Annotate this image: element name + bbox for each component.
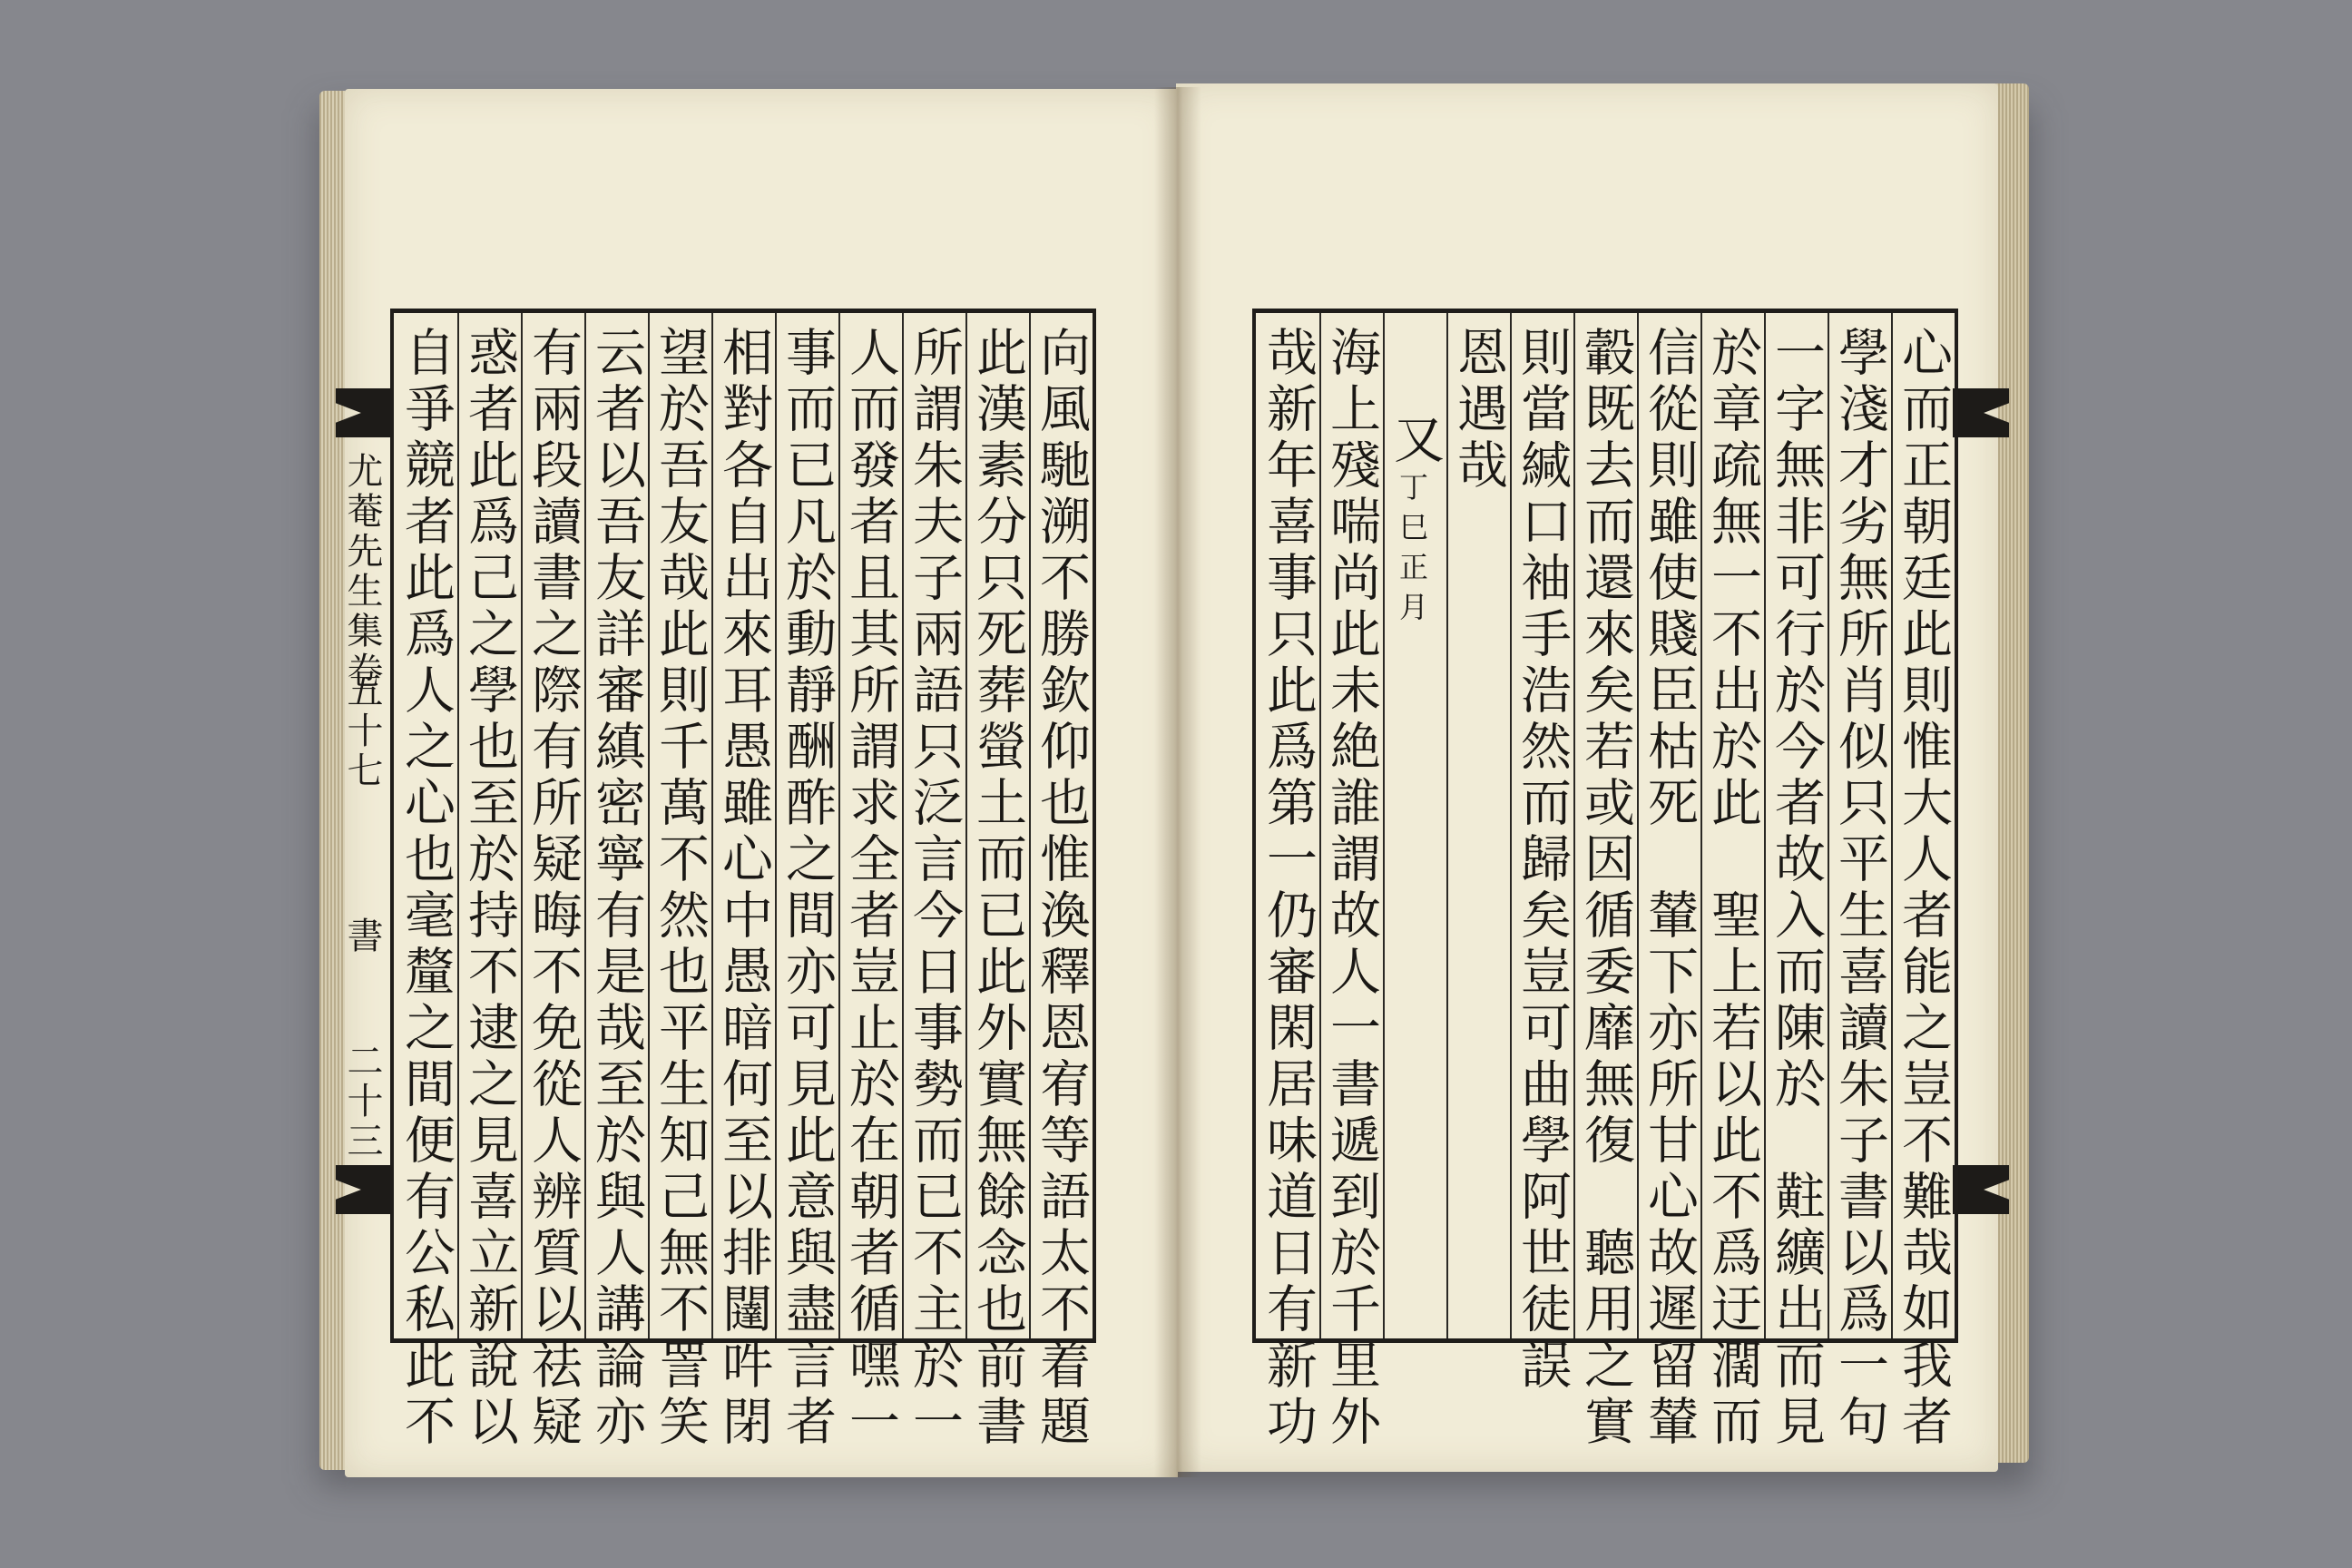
letter-column-1: 海上殘喘尚此未絶誰謂故人一書遞到於千里外	[1322, 326, 1381, 1451]
left-column-1: 向風馳溯不勝欽仰也惟渙釋恩宥等語太不着題	[1032, 326, 1091, 1451]
left-extra-column-2: 自爭競者此爲人之心也毫釐之間便有公私此不	[397, 326, 456, 1451]
right-column-4: 於章疏無一不出於此 聖上若以此不爲迂濶而	[1703, 326, 1762, 1451]
letter-date-note: 丁巳正月	[1395, 472, 1429, 632]
left-column-8: 云者以吾友詳審縝密寧有是哉至於與人講論亦	[587, 326, 646, 1451]
margin-title: 尤菴先生集卷	[341, 452, 383, 691]
right-column-7: 則當緘口袖手浩然而歸矣豈可曲學阿世徒誤	[1513, 326, 1572, 1395]
left-column-3: 所謂朱夫子兩語只泛言今日事勢而已不主於一	[905, 326, 964, 1451]
right-column-2: 學淺才劣無所肖似只平生喜讀朱子書以爲一句	[1830, 326, 1889, 1451]
letter-heading: 又	[1386, 413, 1445, 469]
column-rule	[1510, 313, 1512, 1338]
left-column-5: 事而已凡於動靜酬酢之間亦可見此意與盡言者	[778, 326, 837, 1451]
left-extra-column-1: 惑者此爲己之學也至於持不逮之見喜立新說以	[460, 326, 519, 1451]
column-rule	[1446, 313, 1448, 1338]
column-rule	[1828, 313, 1829, 1338]
left-column-6: 相對各自出來耳愚雖心中愚暗何至以排闥吽閉	[714, 326, 773, 1451]
right-letter-block	[1252, 309, 1334, 1334]
column-rule	[1637, 313, 1639, 1338]
column-rule	[775, 313, 777, 1338]
book-gutter	[1154, 87, 1201, 1477]
column-rule	[965, 313, 967, 1338]
column-rule	[711, 313, 713, 1338]
letter-column-2: 哉新年喜事只此爲第一仍審閑居味道日有新功	[1259, 326, 1318, 1451]
column-rule	[1891, 313, 1893, 1338]
column-rule	[838, 313, 840, 1338]
right-column-3: 一字無非可行於今者故入而陳於 黈纊出而見	[1767, 326, 1826, 1451]
right-column-5: 信從則雖使賤臣枯死 輦下亦所甘心故遲留輦	[1640, 326, 1699, 1451]
right-column-8: 恩遇哉	[1449, 326, 1508, 495]
left-extra-columns	[392, 309, 573, 1334]
column-rule	[902, 313, 904, 1338]
left-column-4: 人而發者且其所謂求全者豈止於在朝者循嘿一	[841, 326, 900, 1451]
column-rule	[1764, 313, 1766, 1338]
left-column-9: 有兩段讀書之際有所疑晦不免從人辨質以祛疑	[524, 326, 583, 1451]
column-rule	[1383, 313, 1385, 1338]
column-rule	[648, 313, 650, 1338]
column-rule	[1700, 313, 1702, 1338]
right-column-6: 轂既去而還來矣若或因循委靡無復 聽用之實	[1576, 326, 1635, 1451]
right-column-1: 心而正朝廷此則惟大人者能之豈不難哉如我者	[1894, 326, 1953, 1451]
left-column-2: 此漢素分只死葬螢土而已此外實無餘念也前書	[968, 326, 1027, 1451]
left-column-7: 望於吾友哉此則千萬不然也平生知己無不詈笑	[651, 326, 710, 1451]
column-rule	[1573, 313, 1575, 1338]
column-rule	[584, 313, 586, 1338]
margin-page-number: 二十三	[341, 1042, 383, 1161]
right-text-block	[1252, 309, 1958, 1451]
column-rule	[1029, 313, 1031, 1338]
margin-volume: 五十七	[341, 671, 383, 791]
margin-section: 書	[341, 916, 383, 956]
